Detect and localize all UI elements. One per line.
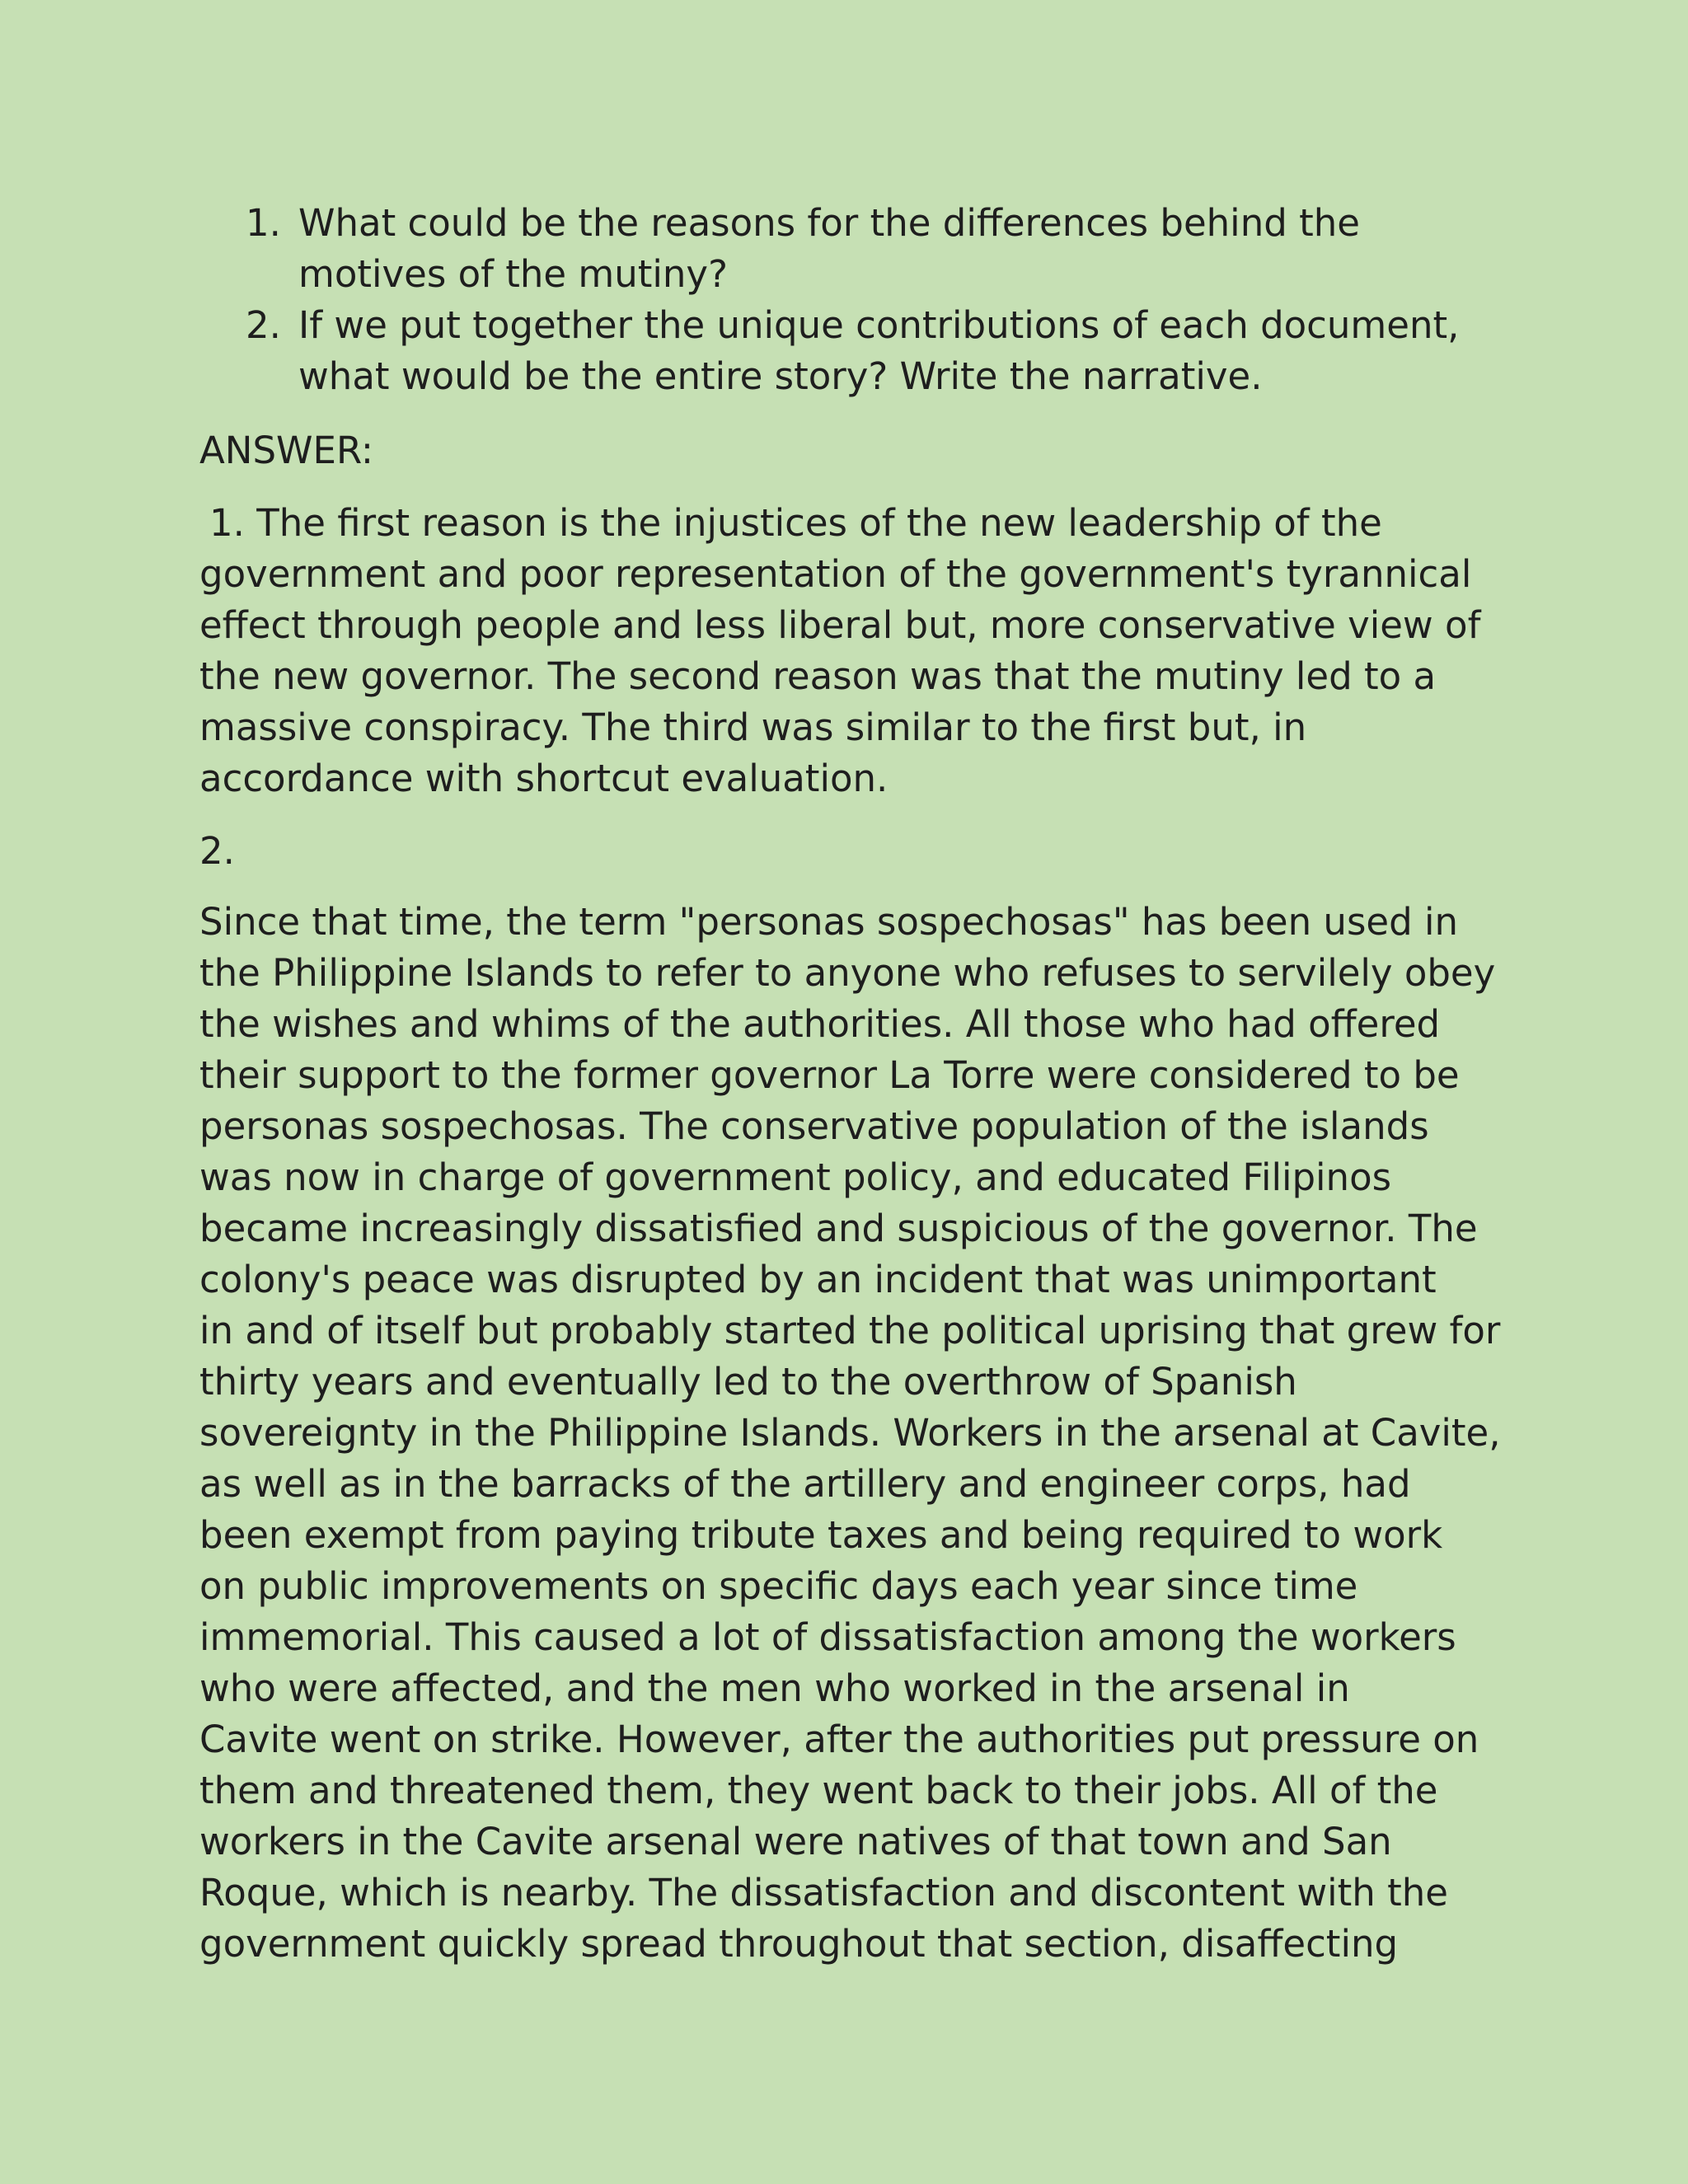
question-text-line: If we put together the unique contributions of each document, <box>298 303 1460 347</box>
question-text-line: motives of the mutiny? <box>298 252 728 296</box>
question-item <box>199 300 1502 402</box>
narrative-line: was now in charge of government policy, and educated Filipinos <box>199 1155 1392 1199</box>
answer-1-line: accordance with shortcut evaluation. <box>199 757 889 800</box>
narrative-line: been exempt from paying tribute taxes and being required to work <box>199 1513 1443 1557</box>
narrative-line: as well as in the barracks of the artillery and engineer corps, had <box>199 1462 1411 1506</box>
narrative-line: workers in the Cavite arsenal were natives of that town and San <box>199 1820 1392 1863</box>
narrative-line: on public improvements on specific days each year since time <box>199 1564 1358 1608</box>
narrative-line: who were affected, and the men who worked in the arsenal in <box>199 1666 1350 1710</box>
answer-1-line: government and poor representation of the government's tyrannical <box>199 552 1472 596</box>
question-number: 1. <box>246 201 281 245</box>
narrative-line: became increasingly dissatisfied and suspicious of the governor. The <box>199 1207 1478 1250</box>
narrative-line: in and of itself but probably started the political uprising that grew for <box>199 1309 1501 1352</box>
answer-1-line: the new governor. The second reason was that the mutiny led to a <box>199 654 1437 698</box>
narrative-line: the wishes and whims of the authorities. All those who had offered <box>199 1002 1441 1046</box>
questions-list <box>199 198 1502 402</box>
narrative-line: sovereignty in the Philippine Islands. Workers in the arsenal at Cavite, <box>199 1411 1501 1455</box>
question-number: 2. <box>246 303 281 347</box>
narrative-line: personas sospechosas. The conservative population of the islands <box>199 1104 1429 1148</box>
narrative-line: colony's peace was disrupted by an incident that was unimportant <box>199 1258 1437 1301</box>
narrative-line: them and threatened them, they went back to their jobs. All of the <box>199 1769 1438 1812</box>
narrative-line: Roque, which is nearby. The dissatisfaction and discontent with the <box>199 1871 1448 1915</box>
answer-2-number: 2. <box>199 829 235 873</box>
narrative-line: immemorial. This caused a lot of dissatisfaction among the workers <box>199 1615 1456 1659</box>
answer-1-line: massive conspiracy. The third was similar to the first but, in <box>199 705 1307 749</box>
narrative-line: the Philippine Islands to refer to anyone who refuses to servilely obey <box>199 951 1496 995</box>
document-page <box>199 198 1502 1970</box>
answer-1-line: The first reason is the injustices of the new leadership of the <box>256 501 1382 545</box>
answer-heading: ANSWER: <box>199 429 373 472</box>
narrative-line: government quickly spread throughout that section, disaffecting <box>199 1922 1399 1966</box>
narrative-line: thirty years and eventually led to the overthrow of Spanish <box>199 1360 1297 1404</box>
narrative-line: Cavite went on strike. However, after the authorities put pressure on <box>199 1718 1479 1761</box>
question-item <box>199 198 1502 300</box>
question-text-line: what would be the entire story? Write the narrative. <box>298 354 1263 398</box>
narrative-line: their support to the former governor La Torre were considered to be <box>199 1053 1460 1097</box>
narrative-line: Since that time, the term "personas sospechosas" has been used in <box>199 900 1458 944</box>
answer-2-narrative <box>199 897 1502 1970</box>
answer-1-first-line <box>199 498 1502 549</box>
answer-1-number: 1. <box>209 501 245 545</box>
question-text-line: What could be the reasons for the differences behind the <box>298 201 1360 245</box>
answer-1-line: effect through people and less liberal but, more conservative view of <box>199 603 1481 647</box>
answer-1-paragraph <box>199 498 1502 804</box>
